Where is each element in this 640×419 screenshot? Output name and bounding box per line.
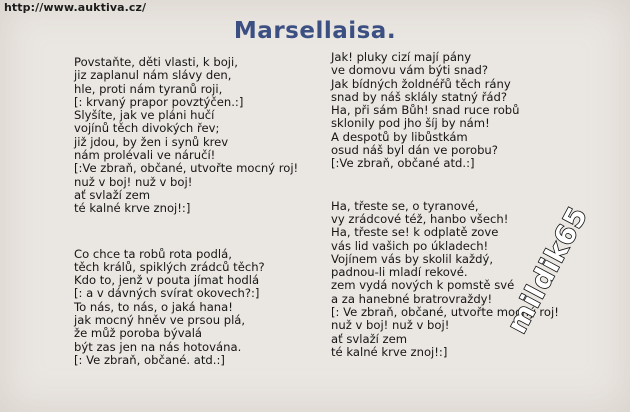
verse-line: Ha, při sám Bůh! snad ruce robů <box>331 103 520 118</box>
verse-line: být zas jen na nás hotována. <box>74 339 242 354</box>
verse-line: Ha, třeste se! k odplatě zove <box>331 225 499 240</box>
verse-line: [: krvaný prapor povztýčen.:] <box>74 94 244 109</box>
verse-line: Kdo to, jenž v pouta jímat hodlá <box>74 273 260 288</box>
verse-line: jak mocný hněv ve prsou plá, <box>74 313 246 328</box>
stanza-2 <box>74 248 298 368</box>
verse-line: vás lid vašich po úkladech! <box>331 238 489 253</box>
source-url: http://www.auktiva.cz/ <box>4 1 147 14</box>
refrain-line: té kalné krve znoj!:] <box>331 344 448 359</box>
verse-line: že můž poroba bývalá <box>74 326 203 341</box>
stanza-3 <box>331 51 559 171</box>
verse-line: ve domovu vám býti snad? <box>331 63 489 78</box>
refrain-line: [: Ve zbraň, občané. atd.:] <box>74 352 225 367</box>
verse-line: hle, proti nám tyranů roji, <box>74 81 223 96</box>
verse-line: snad by náš sklály statný řád? <box>331 89 507 104</box>
verse-line: vy zrádcové též, hanbo všech! <box>331 211 509 226</box>
stanza-gap <box>331 171 559 200</box>
refrain-line: nuž v boj! nuž v boj! <box>331 318 450 333</box>
verse-line: a za hanebné bratrovraždy! <box>331 291 493 306</box>
refrain-line: ať svlaží zem <box>331 331 408 346</box>
refrain-line: nuž v boj! nuž v boj! <box>74 174 193 189</box>
watermark-text: mildik65 <box>501 201 595 339</box>
verse-line: Co chce ta robů rota podlá, <box>74 246 232 261</box>
verse-line: jiz zaplanul nám slávy den, <box>74 68 232 83</box>
verse-line: zem vydá nových k pomstě své <box>331 278 515 293</box>
verse-line: [: a v dávných svírat okovech?:] <box>74 286 260 301</box>
verse-line: A despotů by libůstkám <box>331 129 468 144</box>
verse-line: těch králů, spiklých zrádců těch? <box>74 259 265 274</box>
verse-line: osud náš byl dán ve porobu? <box>331 143 498 158</box>
left-column <box>74 56 298 367</box>
verse-line: To nás, to nás, o jaká hana! <box>74 299 233 314</box>
refrain-line: [:Ve zbraň, občané, utvořte mocný roj! <box>74 161 299 176</box>
verse-line: Ha, třeste se, o tyranové, <box>331 198 479 213</box>
verse-line: Jak! pluky cizí mají pány <box>331 50 472 64</box>
verse-line: vojínů těch divokých řev; <box>74 121 220 136</box>
refrain-line: [:Ve zbraň, občané atd.:] <box>331 156 475 171</box>
verse-line: nám prolévali ve náručí! <box>74 148 216 163</box>
verse-line: Povstaňte, děti vlasti, k boji, <box>74 55 238 69</box>
verse-line: Vojínem vás by skolil každý, <box>331 251 494 266</box>
verse-line: Slyšíte, jak ve pláni hučí <box>74 108 215 123</box>
stanza-gap <box>74 216 298 248</box>
song-title: Marsellaisa. <box>233 18 397 44</box>
verse-line: padnou-li mladí rekové. <box>331 265 468 280</box>
refrain-line: ať svlaží zem <box>74 187 151 202</box>
refrain-line: [: Ve zbraň, občané, utvořte mocný roj! <box>331 305 559 320</box>
stanza-1 <box>74 56 298 216</box>
verse-line: sklonily pod jho šíj by nám! <box>331 116 490 131</box>
refrain-line: té kalné krve znoj!:] <box>74 201 191 216</box>
verse-line: Jak bídných žoldnéřů těch rány <box>331 76 511 91</box>
verse-line: již jdou, by žen i synů krev <box>74 134 229 149</box>
